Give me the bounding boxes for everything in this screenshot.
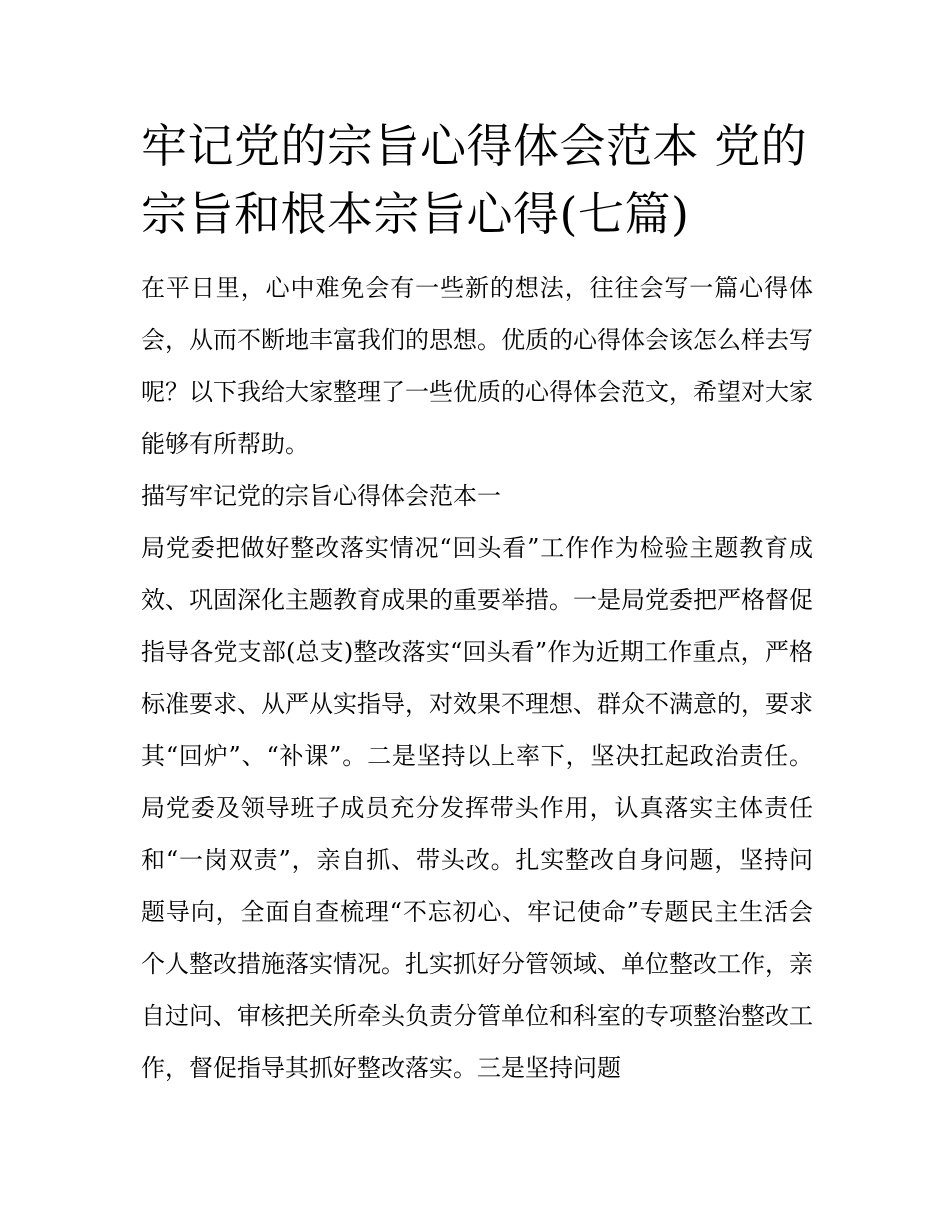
- body-paragraph: 局党委把做好整改落实情况“回头看”工作作为检验主题教育成效、巩固深化主题教育成果的重要举措。一是局党委把严格督促指导各党支部(总支)整改落实“回头看”作为近期工作重点，严格标准要求、从严从实指导，对效果不理想、群众不满意的，要求其“回炉”、“补课”。二是坚持以上率下，坚决扛起政治责任。局党委及领导班子成员充分发挥带头作用，认真落实主体责任和“一岗双责”，亲自抓、带头改。扎实整改自身问题，坚持问题导向，全面自查梳理“不忘初心、牢记使命”专题民主生活会个人整改措施落实情况。扎实抓好分管领域、单位整改工作，亲自过问、审核把关所牵头负责分管单位和科室的专项整治整改工作，督促指导其抓好整改落实。三是坚持问题: [141, 534, 813, 1082]
- section-heading: 描写牢记党的宗旨心得体会范本一: [141, 482, 501, 510]
- intro-paragraph: 在平日里，心中难免会有一些新的想法，往往会写一篇心得体会，从而不断地丰富我们的思想。优质的心得体会该怎么样去写呢？以下我给大家整理了一些优质的心得体会范文，希望对大家能够有所帮助。: [141, 274, 813, 458]
- document-title: 牢记党的宗旨心得体会范本 党的宗旨和根本宗旨心得(七篇): [141, 119, 808, 241]
- document-content: [141, 112, 813, 1094]
